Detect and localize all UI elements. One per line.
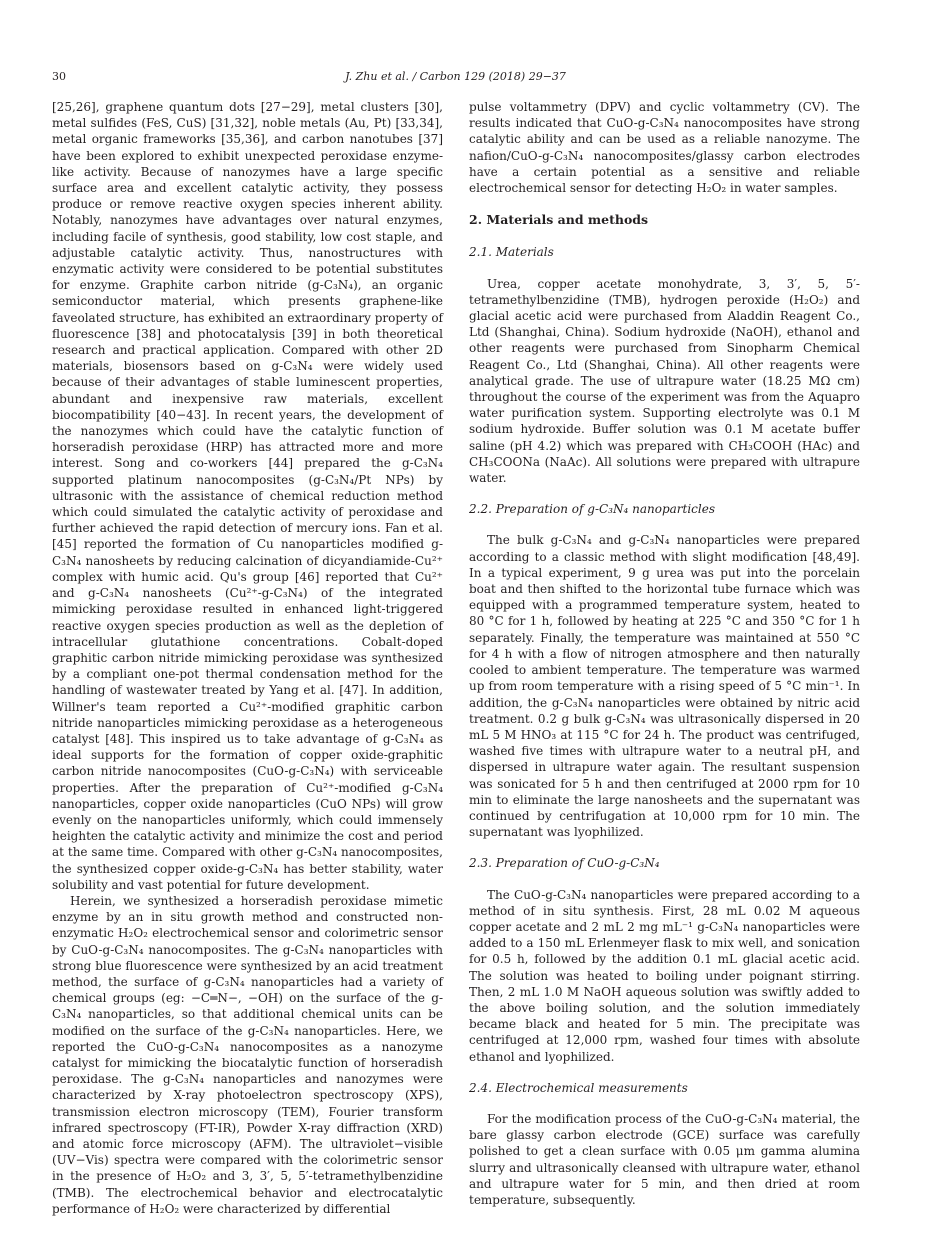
- subsection-title-materials: 2.1. Materials: [469, 245, 554, 260]
- subsection-title-gc3n4-preparation: 2.2. Preparation of g-C₃N₄ nanoparticles: [469, 502, 715, 517]
- electrochemical-paragraph: For the modification process of the CuO-g-C₃N₄ material, the bare glassy carbon electrode (GCE) surface was carefully polished to get a clean surface with 0.05 μm gamma alumina slurry and ultrasonically cleansed with ultrapure water, ethanol and ultrapure water for 5 min, and then dried at room temperature, subsequently.: [469, 1111, 860, 1207]
- running-head: J. Zhu et al. / Carbon 129 (2018) 29−37: [345, 70, 566, 83]
- subsection-title-electrochemical: 2.4. Electrochemical measurements: [469, 1080, 688, 1095]
- subsection-title-cuo-preparation: 2.3. Preparation of CuO-g-C₃N₄: [469, 856, 660, 871]
- materials-paragraph: Urea, copper acetate monohydrate, 3, 3′, 5, 5′-tetramethylbenzidine (TMB), hydrogen peroxide (H₂O₂) and glacial acetic acid were purchased from Aladdin Reagent Co., Ltd (Shanghai, China). Sodium hydroxide (NaOH), ethanol and other reagents were purchased from Sinopharm Chemical Reagent Co., Ltd (Shanghai, China). All other reagents were analytical grade. The use of ultrapure water (18.25 MΩ cm) throughout the course of the experiment was from the Aquapro water purification system. Supporting electrolyte was 0.1 M sodium hydroxide. Buffer solution was 0.1 M acetate buffer saline (pH 4.2) which was prepared with CH₃COOH (HAc) and CH₃COONa (NaAc). All solutions were prepared with ultrapure water.: [469, 276, 860, 486]
- intro-paragraph-1: [25,26], graphene quantum dots [27−29], metal clusters [30], metal sulfides (FeS, CuS) [31,32], noble metals (Au, Pt) [33,34], metal organic frameworks [35,36], and carbon nanotubes [37] have been explored to exhibit unexpected peroxidase enzyme-like activity. Because of nanozymes have a large specific surface area and excellent catalytic activity, they possess produce or remove reactive oxygen species inherent ability. Notably, nanozymes have advantages over natural enzymes, including facile of synthesis, good stability, low cost staple, and adjustable catalytic activity. Thus, nanostructures with enzymatic activity were considered to be potential substitutes for enzyme. Graphite carbon nitride (g-C₃N₄), an organic semiconductor material, which presents graphene-like faveolated structure, has exhibited an extraordinary property of fluorescence [38] and photocatalysis [39] in both theoretical research and practical application. Compared with other 2D materials, biosensors based on g-C₃N₄ were widely used because of their advantages of stable luminescent properties, abundant and inexpensive raw materials, excellent biocompatibility [40−43]. In recent years, the development of the nanozymes which could have the catalytic function of horseradish peroxidase (HRP) has attracted more and more interest. Song and co-workers [44] prepared the g-C₃N₄ supported platinum nanocomposites (g-C₃N₄/Pt NPs) by ultrasonic with the assistance of chemical reduction method which could simulated the catalytic activity of peroxidase and further achieved the rapid detection of mercury ions. Fan et al. [45] reported the formation of Cu nanoparticles modified g-C₃N₄ nanosheets by reducing calcination of dicyandiamide-Cu²⁺ complex with humic acid. Qu's group [46] reported that Cu²⁺ and g-C₃N₄ nanosheets (Cu²⁺-g-C₃N₄) of the integrated mimicking peroxidase resulted in enhanced light-triggered reactive oxygen species production as well as the depletion of intracellular glutathione concentrations. Cobalt-doped graphitic carbon nitride mimicking peroxidase was synthesized by a compliant one-pot thermal condensation method for the handling of wastewater treated by Yang et al. [47]. In addition, Willner's team reported a Cu²⁺-modified graphitic carbon nitride nanoparticles mimicking peroxidase as a heterogeneous catalyst [48]. This inspired us to take advantage of g-C₃N₄ as ideal supports for the formation of copper oxide-graphitic carbon nitride nanocomposites (CuO-g-C₃N₄) with serviceable properties. After the preparation of Cu²⁺-modified g-C₃N₄ nanoparticles, copper oxide nanoparticles (CuO NPs) will grow evenly on the nanoparticles uniformly, which could immensely heighten the catalytic activity and minimize the cost and period at the same time. Compared with other g-C₃N₄ nanocomposites, the synthesized copper oxide-g-C₃N₄ has better stability, water solubility and vast potential for future development.: [52, 100, 443, 892]
- intro-paragraph-2: Herein, we synthesized a horseradish peroxidase mimetic enzyme by an in situ growth method and constructed non-enzymatic H₂O₂ electrochemical sensor and colorimetric sensor by CuO-g-C₃N₄ nanocomposites. The g-C₃N₄ nanoparticles with strong blue fluorescence were synthesized by an acid treatment method, the surface of g-C₃N₄ nanoparticles had a variety of chemical groups (eg: −C═N−, −OH) on the surface of the g-C₃N₄ nanoparticles, so that additional chemical units can be modified on the surface of the g-C₃N₄ nanoparticles. Here, we reported the CuO-g-C₃N₄ nanocomposites as a nanozyme catalyst for mimicking the biocatalytic function of horseradish peroxidase. The g-C₃N₄ nanoparticles and nanozymes were characterized by X-ray photoelectron spectroscopy (XPS), transmission electron microscopy (TEM), Fourier transform infrared spectroscopy (FT-IR), Powder X-ray diffraction (XRD) and atomic force microscopy (AFM). The ultraviolet−visible (UV−Vis) spectra were compared with the colorimetric sensor in the presence of H₂O₂ and 3, 3′, 5, 5′-tetramethylbenzidine (TMB). The electrochemical behavior and electrocatalytic performance of H₂O₂ were characterized by differential: [52, 893, 443, 1216]
- intro-paragraph-3: pulse voltammetry (DPV) and cyclic voltammetry (CV). The results indicated that CuO-g-C₃N₄ nanocomposites have strong catalytic ability and can be used as a reliable nanozyme. The nafion/CuO-g-C₃N₄ nanocomposites/glassy carbon electrodes have a certain potential as a sensitive and reliable electrochemical sensor for detecting H₂O₂ in water samples.: [469, 100, 860, 196]
- left-column: [52, 99, 443, 1217]
- cuo-preparation-paragraph: The CuO-g-C₃N₄ nanoparticles were prepared according to a method of in situ synthesis. First, 28 mL 0.02 M aqueous copper acetate and 2 mL 2 mg mL⁻¹ g-C₃N₄ nanoparticles were added to a 150 mL Erlenmeyer flask to mix well, and sonication for 0.5 h, followed by the addition 0.1 mL glacial acetic acid. The solution was heated to boiling under poignant stirring. Then, 2 mL 1.0 M NaOH aqueous solution was swiftly added to the above boiling solution, and the solution immediately became black and heated for 5 min. The precipitate was centrifuged at 12,000 rpm, washed four times with absolute ethanol and lyophilized.: [469, 887, 860, 1064]
- page-number: 30: [52, 70, 66, 83]
- right-column: [469, 99, 860, 1208]
- gc3n4-preparation-paragraph: The bulk g-C₃N₄ and g-C₃N₄ nanoparticles were prepared according to a classic method with slight modification [48,49]. In a typical experiment, 9 g urea was put into the porcelain boat and then shifted to the horizontal tube furnace which was equipped with a programmed temperature system, heated to 80 °C for 1 h, followed by heating at 225 °C and 350 °C for 1 h separately. Finally, the temperature was maintained at 550 °C for 4 h with a flow of nitrogen atmosphere and then naturally cooled to ambient temperature. The temperature was warmed up from room temperature with a rising speed of 5 °C min⁻¹. In addition, the g-C₃N₄ nanoparticles were obtained by nitric acid treatment. 0.2 g bulk g-C₃N₄ was ultrasonically dispersed in 20 mL 5 M HNO₃ at 115 °C for 24 h. The product was centrifuged, washed five times with ultrapure water to a neutral pH, and dispersed in ultrapure water again. The resultant suspension was sonicated for 5 h and then centrifuged at 2000 rpm for 10 min to eliminate the large nanosheets and the supernatant was continued by centrifugation at 10,000 rpm for 10 min. The supernatant was lyophilized.: [469, 533, 860, 840]
- page-header: [52, 70, 859, 88]
- section-title-materials-methods: 2. Materials and methods: [469, 212, 649, 228]
